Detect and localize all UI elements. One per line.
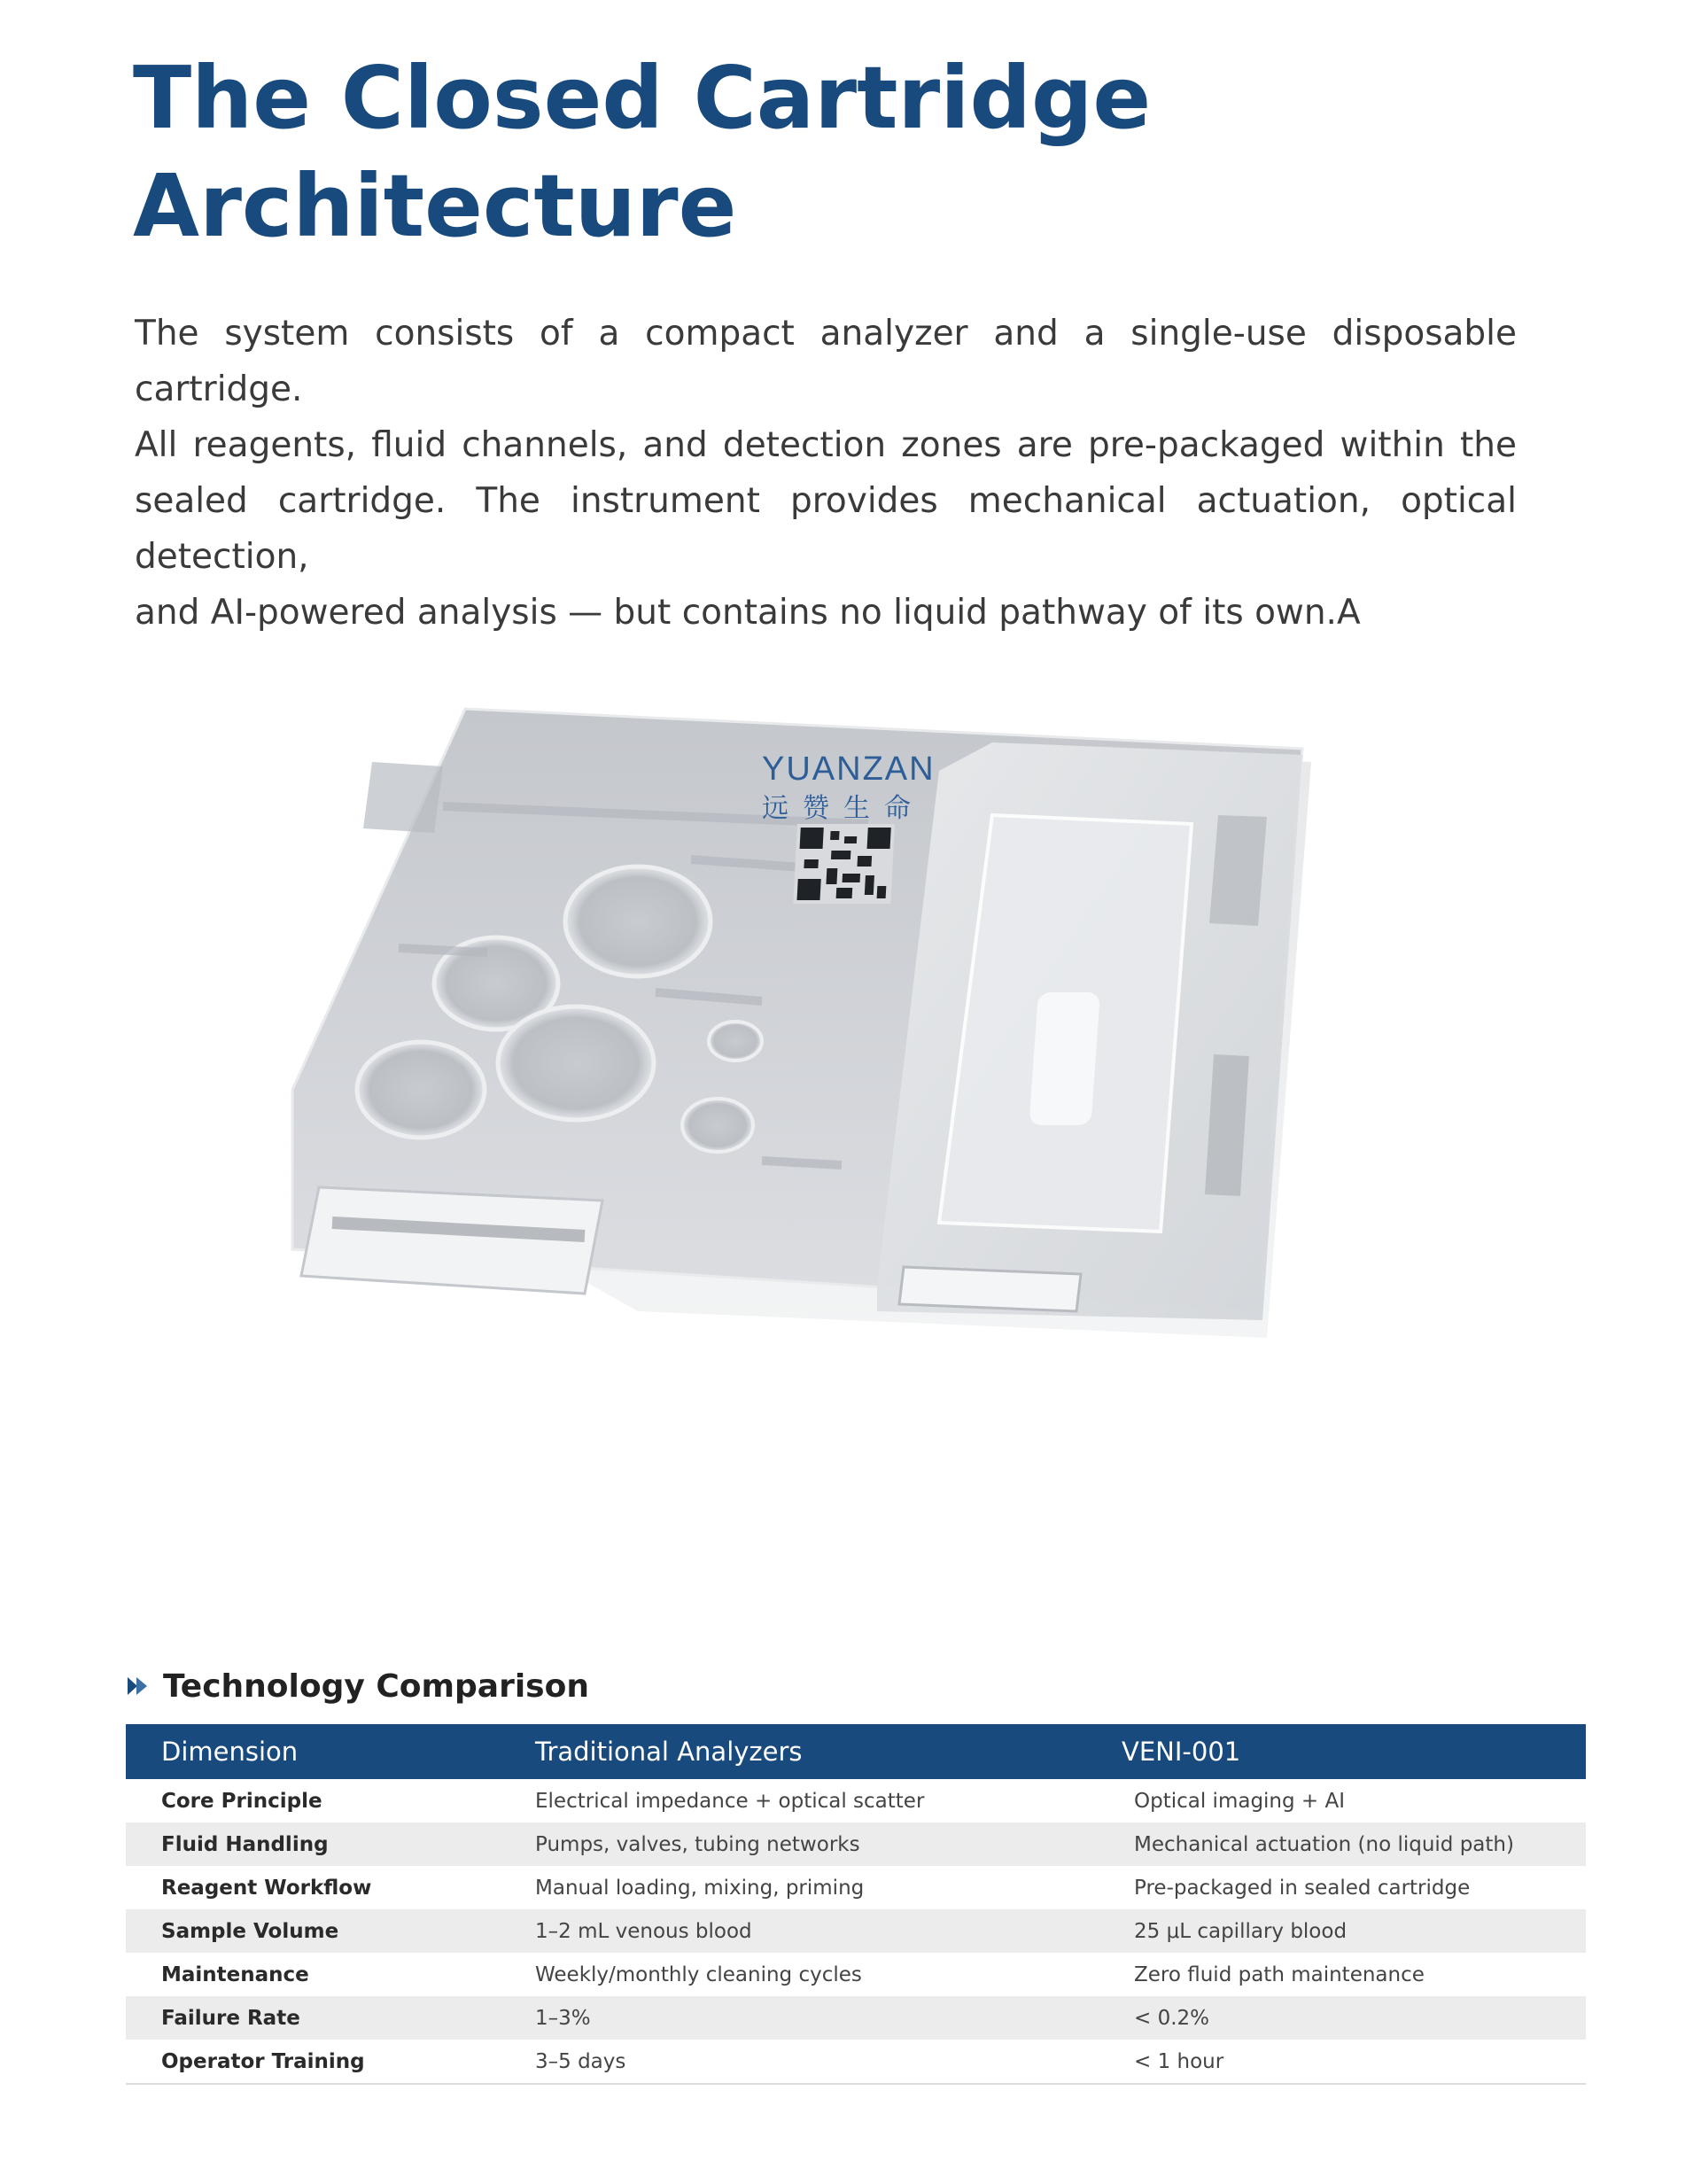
table-cell: Fluid Handling [161,1832,329,1856]
table-cell: Pre-packaged in sealed cartridge [1134,1876,1471,1900]
table-header [126,1724,1586,1779]
table-row [126,1996,1586,2040]
intro-line-1: The system consists of a compact analyzer and a single-use disposable cartridge. [135,314,1517,409]
page-title-line-1: The Closed Cartridge [133,48,1152,148]
cartridge-inlet [363,762,443,833]
intro-line-2: All reagents, fluid channels, and detection zones are pre-packaged within the [135,425,1517,465]
intro-line-4: and AI-powered analysis — but contains no liquid pathway of its own.A [135,593,1361,633]
section-title: Technology Comparison [163,1667,589,1705]
table-cell: Failure Rate [161,2006,300,2030]
cartridge-bottom-bar [899,1267,1081,1311]
column-header: VENI-001 [1122,1737,1241,1767]
table-cell: Sample Volume [161,1919,339,1943]
reagent-well [498,1007,654,1120]
table-row [126,1823,1586,1866]
table-cell: 25 μL capillary blood [1134,1919,1348,1943]
table-cell: 1–3% [535,2006,591,2030]
table-row [126,1779,1586,1823]
table-cell: Electrical impedance + optical scatter [535,1789,925,1813]
cartridge-image [266,700,1329,1426]
page-title [133,44,1373,260]
table-cell: Zero fluid path maintenance [1134,1962,1425,1986]
cartridge-port [1209,815,1267,926]
qr-code [793,824,895,904]
table-cell: Core Principle [161,1789,322,1813]
reagent-well [682,1099,753,1152]
table-cell: Mechanical actuation (no liquid path) [1134,1832,1514,1856]
table-cell: < 1 hour [1134,2049,1224,2073]
reagent-well [357,1042,485,1138]
page-title-line-2: Architecture [133,156,737,256]
reagent-well [565,867,711,976]
column-header: Traditional Analyzers [535,1737,803,1767]
column-header: Dimension [161,1737,299,1767]
table-cell: Weekly/monthly cleaning cycles [535,1962,862,1986]
brand-logo: YUANZAN [762,750,936,788]
table-row [126,1866,1586,1909]
detection-window [1029,992,1099,1125]
cartridge-illustration [266,700,1329,1426]
table-cell: Manual loading, mixing, priming [535,1876,865,1900]
table-cell: 3–5 days [535,2049,626,2073]
table-row [126,2040,1586,2083]
reagent-well [709,1022,762,1061]
section-heading [126,1664,589,1708]
intro-line-3: sealed cartridge. The instrument provides mechanical actuation, optical detection, [135,481,1517,577]
brand-logo-cn: 远赞生命 [762,793,925,824]
table-cell: Reagent Workflow [161,1876,372,1900]
table-row [126,1953,1586,1996]
table-cell: < 0.2% [1134,2006,1210,2030]
table-cell: Maintenance [161,1962,309,1986]
table-cell: Pumps, valves, tubing networks [535,1832,860,1856]
table-row [126,1909,1586,1953]
table-cell: Optical imaging + AI [1134,1789,1346,1813]
table-cell: 1–2 mL venous blood [535,1919,752,1943]
table-cell: Operator Training [161,2049,365,2073]
comparison-table [126,1724,1586,2085]
double-chevron-right-icon [126,1675,151,1698]
intro-paragraph [135,306,1517,641]
